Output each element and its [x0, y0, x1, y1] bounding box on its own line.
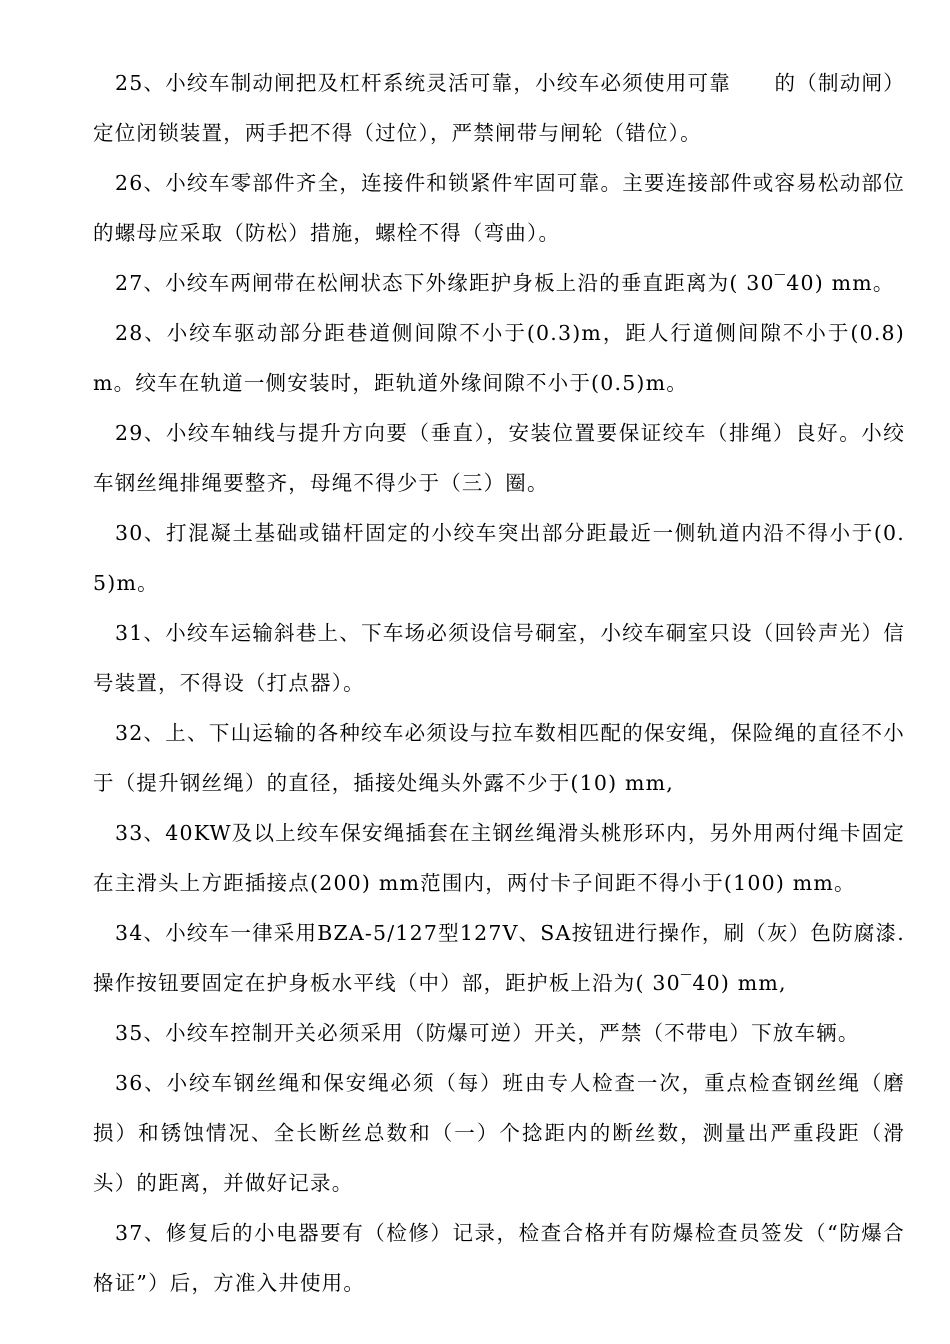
paragraph-34: 34、小绞车一律采用BZA-5/127型127V、SA按钮进行操作，刷（灰）色防腐漆.操作按钮要固定在护身板水平线（中）部，距护板上沿为( 30‾40) mm,: [93, 921, 905, 995]
paragraph-26: 26、小绞车零部件齐全，连接件和锁紧件牢固可靠。主要连接部件或容易松动部位的螺母应采取（防松）措施，螺栓不得（弯曲）。: [93, 171, 905, 245]
paragraph-28: 28、小绞车驱动部分距巷道侧间隙不小于(0.3)m，距人行道侧间隙不小于(0.8)m。绞车在轨道一侧安装时，距轨道外缘间隙不小于(0.5)m。: [93, 321, 905, 395]
paragraph-27: 27、小绞车两闸带在松闸状态下外缘距护身板上沿的垂直距离为( 30‾40) mm。: [115, 271, 895, 295]
paragraph-30: 30、打混凝土基础或锚杆固定的小绞车突出部分距最近一侧轨道内沿不得小于(0.5)m。: [93, 521, 905, 595]
paragraph-25: 25、小绞车制动闸把及杠杆系统灵活可靠，小绞车必须使用可靠 的（制动闸）定位闭锁装置，两手把不得（过位），严禁闸带与闸轮（错位）。: [93, 71, 905, 145]
paragraph-35: 35、小绞车控制开关必须采用（防爆可逆）开关，严禁（不带电）下放车辆。: [115, 1021, 860, 1045]
paragraph-31: 31、小绞车运输斜巷上、下车场必须设信号硐室，小绞车硐室只设（回铃声光）信号装置，不得设（打点器）。: [93, 621, 905, 695]
paragraph-33: 33、40KW及以上绞车保安绳插套在主钢丝绳滑头桃形环内，另外用两付绳卡固定在主滑头上方距插接点(200) mm范围内，两付卡子间距不得小于(100) mm。: [93, 821, 905, 895]
paragraph-29: 29、小绞车轴线与提升方向要（垂直），安装位置要保证绞车（排绳）良好。小绞车钢丝绳排绳要整齐，母绳不得少于（三）圈。: [93, 421, 905, 495]
paragraph-37: 37、修复后的小电器要有（检修）记录，检查合格并有防爆检查员签发（“防爆合格证”）后，方准入井使用。: [93, 1221, 905, 1295]
document-body: [93, 58, 905, 1308]
paragraph-36: 36、小绞车钢丝绳和保安绳必须（每）班由专人检查一次，重点检查钢丝绳（磨损）和锈蚀情况、全长断丝总数和（一）个捻距内的断丝数，测量出严重段距（滑头）的距离，并做好记录。: [93, 1071, 905, 1195]
paragraph-32: 32、上、下山运输的各种绞车必须设与拉车数相匹配的保安绳，保险绳的直径不小于（提升钢丝绳）的直径，插接处绳头外露不少于(10) mm,: [93, 721, 905, 795]
